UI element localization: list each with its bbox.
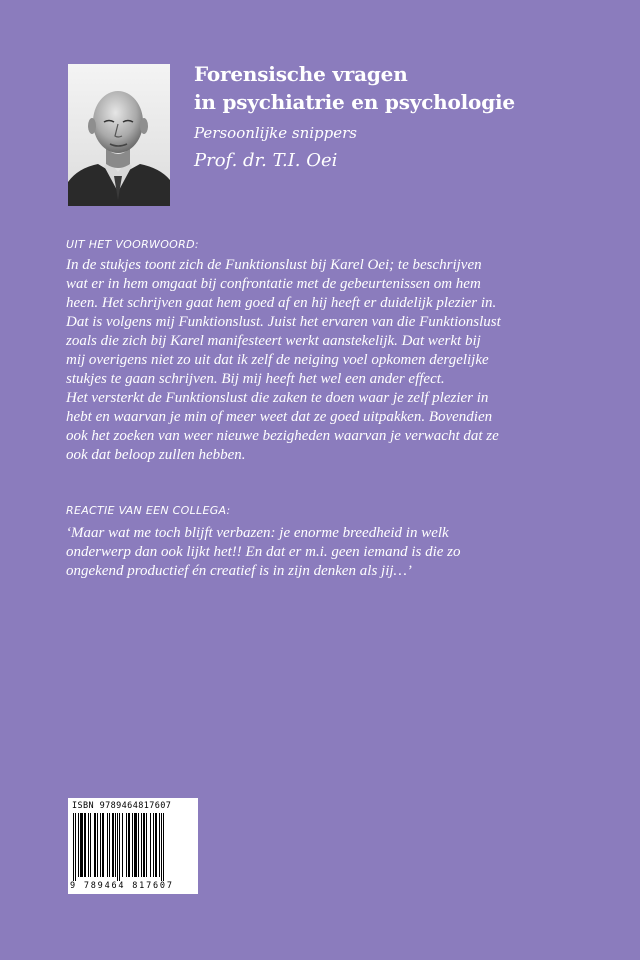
colleague-label: REACTIE VAN EEN COLLEGA: (66, 504, 231, 517)
title-block (194, 60, 614, 173)
isbn-digits: 9 789464 817607 (70, 881, 174, 891)
book-subtitle: Persoonlijke snippers (194, 124, 357, 142)
isbn-label: ISBN 9789464817607 (72, 801, 172, 811)
foreword-line: Het versterkt de Funktionslust die zaken te doen waar je zelf plezier in (66, 390, 489, 406)
foreword-line: zoals die zich bij Karel manifesteert werkt aanstekelijk. Dat werkt bij (66, 333, 481, 349)
quote-line: onderwerp dan ook lijkt het!! En dat er m.i. geen iemand is die zo (66, 544, 461, 560)
foreword-line: Dat is volgens mij Funktionslust. Juist het ervaren van die Funktionslust (66, 314, 501, 330)
colleague-quote (66, 524, 586, 581)
foreword-line: ook dat beloop zullen hebben. (66, 447, 246, 463)
book-title-line-2: in psychiatrie en psychologie (194, 90, 515, 114)
author-photo (68, 64, 170, 206)
quote-line: ongekend productief én creatief is in zijn denken als jij…’ (66, 563, 412, 579)
foreword-line: In de stukjes toont zich de Funktionslust bij Karel Oei; te beschrijven (66, 257, 482, 273)
isbn-barcode (68, 798, 198, 894)
foreword-text (66, 256, 586, 465)
foreword-line: ook het zoeken van weer nieuwe bezigheden waarvan je verwacht dat ze (66, 428, 499, 444)
foreword-line: stukjes te gaan schrijven. Bij mij heeft het wel een ander effect. (66, 371, 445, 387)
foreword-line: heen. Het schrijven gaat hem goed af en hij heeft er duidelijk plezier in. (66, 295, 497, 311)
book-title-line-1: Forensische vragen (194, 62, 408, 86)
quote-line: ‘Maar wat me toch blijft verbazen: je enorme breedheid in welk (66, 525, 449, 541)
author-name: Prof. dr. T.I. Oei (194, 150, 338, 171)
foreword-line: wat er in hem omgaat bij confrontatie met de gebeurtenissen om hem (66, 276, 481, 292)
foreword-line: hebt en waarvan je min of meer weet dat ze goed uitpakken. Bovendien (66, 409, 493, 425)
barcode-bars (72, 813, 194, 881)
foreword-label: UIT HET VOORWOORD: (66, 238, 199, 251)
foreword-line: mij overigens niet zo uit dat ik zelf de neiging voel opkomen dergelijke (66, 352, 489, 368)
